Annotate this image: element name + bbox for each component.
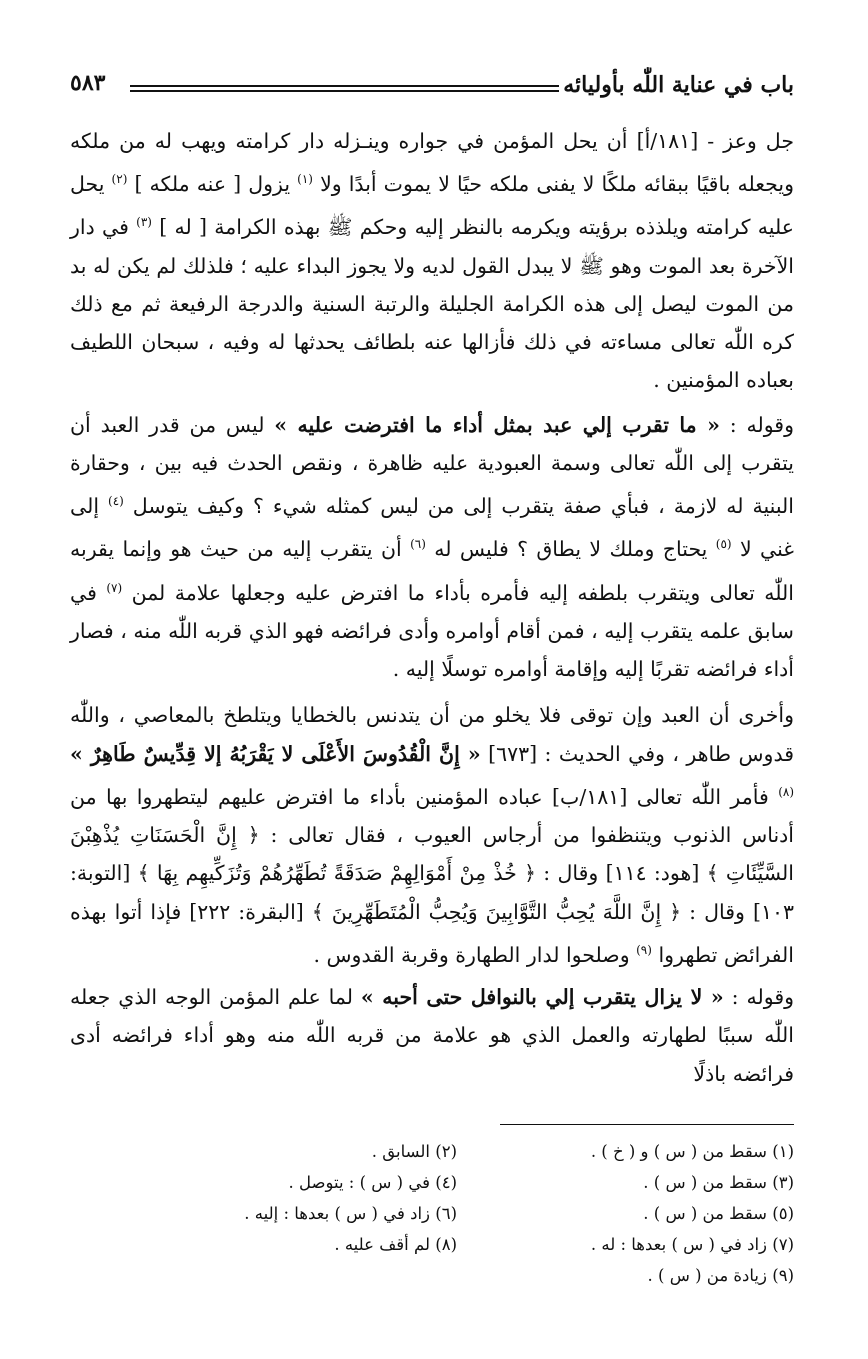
footnote bbox=[120, 1260, 457, 1291]
paragraph bbox=[70, 122, 794, 400]
footnote-ref: (٣) bbox=[136, 215, 152, 230]
footnotes bbox=[120, 1136, 794, 1291]
text-run: في دار الآخرة بعد الموت وهو ﷺ لا يبدل القول لديه ولا يجوز البداء عليه ؛ فلذلك لم يكن له بد من الموت ليصل إلى هذه الكرامة الجليلة والرتبة السنية والدرجة الرفيعة ثم مع ذلك كره اللّٰه تعالى مساءته في ذلك فأزالها عنه بلطائف يحدثها له وفيه ، سبحان اللطيف بعباده المؤمنين . bbox=[70, 215, 794, 393]
paragraph bbox=[70, 978, 794, 1093]
footnote-row bbox=[120, 1167, 794, 1198]
footnote-ref: (٩) bbox=[636, 942, 652, 957]
text-run: وقوله : bbox=[723, 985, 795, 1010]
text-run: أن يتقرب إليه من حيث هو وإنما يقربه اللّٰه تعالى ويتقرب بلطفه إليه فأمره بأداء ما افترض عليه وجعلها علامة لمن bbox=[70, 537, 794, 605]
hadith-quote: « لا يزال يتقرب إلي بالنوافل حتى أحبه » bbox=[360, 985, 724, 1010]
footnote-ref: (٧) bbox=[106, 580, 123, 595]
hadith-quote: « إِنَّ الْقُدُوسَ الأَعْلَى لا يَقْرَبُهُ إلا قِدِّيسٌ طَاهِرٌ » bbox=[70, 741, 481, 766]
footnote: (٣) سقط من ( س ) . bbox=[643, 1173, 794, 1192]
footnote-ref: (١) bbox=[297, 172, 313, 187]
footnote-ref: (٦) bbox=[410, 537, 426, 552]
footnote: (٤) في ( س ) : يتوصل . bbox=[288, 1173, 457, 1192]
footnote-ref: (٤) bbox=[108, 494, 124, 509]
text-run: يحل عليه كرامته ويلذذه برؤيته ويكرمه بالنظر إليه وحكم ﷺ بهذه الكرامة [ له ] bbox=[70, 172, 794, 240]
footnote: (٦) زاد في ( س ) بعدها : إليه . bbox=[244, 1204, 457, 1223]
text-run: فأمر اللّٰه تعالى [١٨١/ب] عباده المؤمنين بأداء ما افترض عليهم ليتطهروا بها من أدناس الذنوب ويتنظفوا من أرجاس العيوب ، فقال تعالى : ﴿ إِنَّ الْحَسَنَاتِ يُذْهِبْنَ السَّيِّئَاتِ ﴾ [هود: ١١٤] وقال : ﴿ خُذْ مِنْ أَمْوَالِهِمْ صَدَقَةً تُطَهِّرُهُمْ وَتُزَكِّيهِم بِهَا ﴾ [التوبة: ١٠٣] وقال : ﴿ إِنَّ اللَّهَ يُحِبُّ التَّوَّابِينَ وَيُحِبُّ الْمُتَطَهِّرِينَ ﴾ [البقرة: ٢٢٢] فإذا أتوا بهذه الفرائض تطهروا bbox=[70, 784, 794, 967]
page-header bbox=[70, 68, 794, 108]
main-text bbox=[70, 122, 794, 1093]
footnote: (٩) زيادة من ( س ) . bbox=[647, 1266, 794, 1285]
text-run: يحتاج وملك لا يطاق ؟ فليس له bbox=[425, 537, 716, 562]
footnote-ref: (٨) bbox=[778, 784, 795, 799]
text-run: وصلحوا لدار الطهارة وقربة القدوس . bbox=[313, 942, 637, 967]
paragraph bbox=[70, 696, 794, 974]
text-run: وأخرى أن العبد وإن توقى فلا يخلو من أن يتدنس بالخطايا ويتلطخ بالمعاصي ، واللّٰه قدوس طاهر ، وفي الحديث : [٦٧٣] bbox=[70, 703, 794, 766]
header-double-rule bbox=[130, 85, 559, 92]
footnote-row bbox=[120, 1260, 794, 1291]
text-run: ليس من قدر العبد أن يتقرب إلى اللّٰه تعالى وسمة العبودية عليه ظاهرة ، ونقص الحدث فيه بين ، وحقارة البنية له لازمة ، فبأي صفة يتقرب إلى من ليس كمثله شيء ؟ وكيف يتوسل bbox=[70, 412, 794, 519]
page-number: ٥٨٣ bbox=[70, 70, 106, 96]
footnote-row bbox=[120, 1198, 794, 1229]
paragraph bbox=[70, 406, 794, 689]
running-title: باب في عناية اللّٰه بأوليائه bbox=[563, 72, 794, 98]
text-run: لما علم المؤمن الوجه الذي جعله اللّٰه سببًا لطهارته والعمل الذي هو علامة من قربه اللّٰه منه وهو أداء فرائضه أدى فرائضه باذلًا bbox=[70, 985, 794, 1086]
text-run: في سابق علمه يتقرب إليه ، فمن أقام أوامره وأدى فرائضه فهو الذي قربه اللّٰه منه ، فصار أداء فرائضه تقربًا إليه وإقامة أوامره توسلًا إليه . bbox=[70, 580, 794, 681]
footnote: (٢) السابق . bbox=[371, 1142, 457, 1161]
footnote: (١) سقط من ( س ) و ( خ ) . bbox=[590, 1142, 794, 1161]
footnote: (٧) زاد في ( س ) بعدها : له . bbox=[590, 1235, 794, 1254]
footnote-separator bbox=[500, 1124, 794, 1125]
footnote-row bbox=[120, 1136, 794, 1167]
hadith-quote: « ما تقرب إلي عبد بمثل أداء ما افترضت عليه » bbox=[274, 412, 720, 437]
text-run: يزول [ عنه ملكه ] bbox=[127, 172, 298, 197]
footnote-row bbox=[120, 1229, 794, 1260]
text-run: جل وعز - [١٨١/أ] أن يحل المؤمن في جواره وينـزله دار كرامته ويهب له من ملكه ويجعله باقيًا ببقائه ملكًا لا يفنى ملكه حيًا لا يموت أبدًا ولا bbox=[70, 129, 794, 197]
footnote: (٥) سقط من ( س ) . bbox=[643, 1204, 794, 1223]
footnote-ref: (٥) bbox=[715, 537, 732, 552]
footnote: (٨) لم أقف عليه . bbox=[334, 1235, 457, 1254]
text-run: وقوله : bbox=[719, 412, 794, 437]
footnote-ref: (٢) bbox=[111, 172, 128, 187]
text-run: إلى غني لا bbox=[70, 494, 795, 562]
